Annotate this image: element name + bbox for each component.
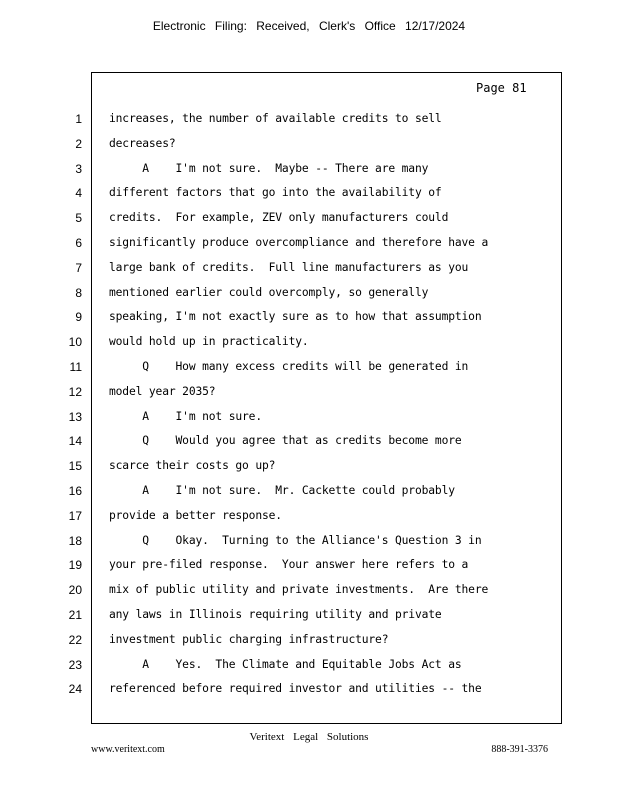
transcript-line xyxy=(0,628,618,653)
line-number: 12 xyxy=(68,384,82,399)
transcript-line xyxy=(0,206,618,231)
transcript-body xyxy=(0,107,618,702)
transcript-line xyxy=(0,256,618,281)
transcript-line xyxy=(0,578,618,603)
transcript-line xyxy=(0,157,618,182)
transcript-line xyxy=(0,231,618,256)
line-text: Q Okay. Turning to the Alliance's Question 3 in xyxy=(109,533,482,547)
line-number: 19 xyxy=(68,558,82,573)
transcript-line xyxy=(0,653,618,678)
transcript-line xyxy=(0,405,618,430)
line-text: different factors that go into the availability of xyxy=(109,186,442,200)
line-text: mix of public utility and private investments. Are there xyxy=(109,583,489,597)
line-number: 3 xyxy=(75,161,82,176)
line-number: 21 xyxy=(68,607,82,622)
line-text: Q How many excess credits will be generated in xyxy=(109,359,469,373)
transcript-line xyxy=(0,132,618,157)
line-text: speaking, I'm not exactly sure as to how that assumption xyxy=(109,310,482,324)
line-number: 10 xyxy=(68,335,82,350)
transcript-line xyxy=(0,181,618,206)
line-number: 9 xyxy=(75,310,82,325)
line-number: 15 xyxy=(68,459,82,474)
line-number: 11 xyxy=(69,359,82,374)
line-text: model year 2035? xyxy=(109,384,216,398)
transcript-line xyxy=(0,553,618,578)
line-text: would hold up in practicality. xyxy=(109,335,309,349)
transcript-line xyxy=(0,603,618,628)
transcript-line xyxy=(0,305,618,330)
line-number: 23 xyxy=(68,657,82,672)
line-number: 2 xyxy=(75,136,82,151)
line-text: A I'm not sure. Maybe -- There are many xyxy=(109,161,429,175)
transcript-line xyxy=(0,429,618,454)
line-number: 14 xyxy=(68,434,82,449)
transcript-line xyxy=(0,479,618,504)
footer-company: Veritext Legal Solutions xyxy=(249,731,369,743)
line-text: mentioned earlier could overcomply, so generally xyxy=(109,285,429,299)
transcript-line xyxy=(0,107,618,132)
line-number: 24 xyxy=(68,682,82,697)
transcript-line xyxy=(0,454,618,479)
transcript-line xyxy=(0,380,618,405)
line-text: large bank of credits. Full line manufacturers as you xyxy=(109,260,469,274)
line-text: credits. For example, ZEV only manufacturers could xyxy=(109,211,449,225)
line-text: A Yes. The Climate and Equitable Jobs Act as xyxy=(109,657,462,671)
line-text: A I'm not sure. Mr. Cackette could probably xyxy=(109,483,455,497)
line-text: increases, the number of available credits to sell xyxy=(109,112,442,125)
line-number: 16 xyxy=(68,483,82,498)
filing-stamp: Electronic Filing: Received, Clerk's Office 12/17/2024 xyxy=(152,19,466,33)
line-text: significantly produce overcompliance and therefore have a xyxy=(109,235,489,249)
line-number: 22 xyxy=(68,632,82,647)
line-number: 1 xyxy=(75,112,82,126)
line-number: 4 xyxy=(75,186,82,201)
page-number: Page 81 xyxy=(476,81,527,95)
line-number: 5 xyxy=(75,211,82,226)
line-text: A I'm not sure. xyxy=(109,409,262,423)
transcript-line xyxy=(0,504,618,529)
footer-phone: 888-391-3376 xyxy=(491,744,548,755)
line-text: scarce their costs go up? xyxy=(109,459,276,473)
line-text: your pre-filed response. Your answer here refers to a xyxy=(109,558,469,572)
line-text: provide a better response. xyxy=(109,508,282,522)
line-number: 13 xyxy=(68,409,82,424)
transcript-line xyxy=(0,677,618,702)
line-number: 6 xyxy=(75,235,82,250)
line-number: 20 xyxy=(68,583,82,598)
transcript-line xyxy=(0,529,618,554)
line-text: decreases? xyxy=(109,136,176,150)
transcript-line xyxy=(0,281,618,306)
line-text: any laws in Illinois requiring utility and private xyxy=(109,607,442,621)
line-text: Q Would you agree that as credits become more xyxy=(109,434,462,448)
line-text: referenced before required investor and utilities -- the xyxy=(109,682,482,696)
line-number: 7 xyxy=(75,260,82,275)
line-number: 18 xyxy=(68,533,82,548)
transcript-line xyxy=(0,355,618,380)
line-number: 17 xyxy=(68,508,82,523)
footer-website: www.veritext.com xyxy=(91,744,165,755)
transcript-line xyxy=(0,330,618,355)
line-number: 8 xyxy=(75,285,82,300)
line-text: investment public charging infrastructure? xyxy=(109,632,389,646)
